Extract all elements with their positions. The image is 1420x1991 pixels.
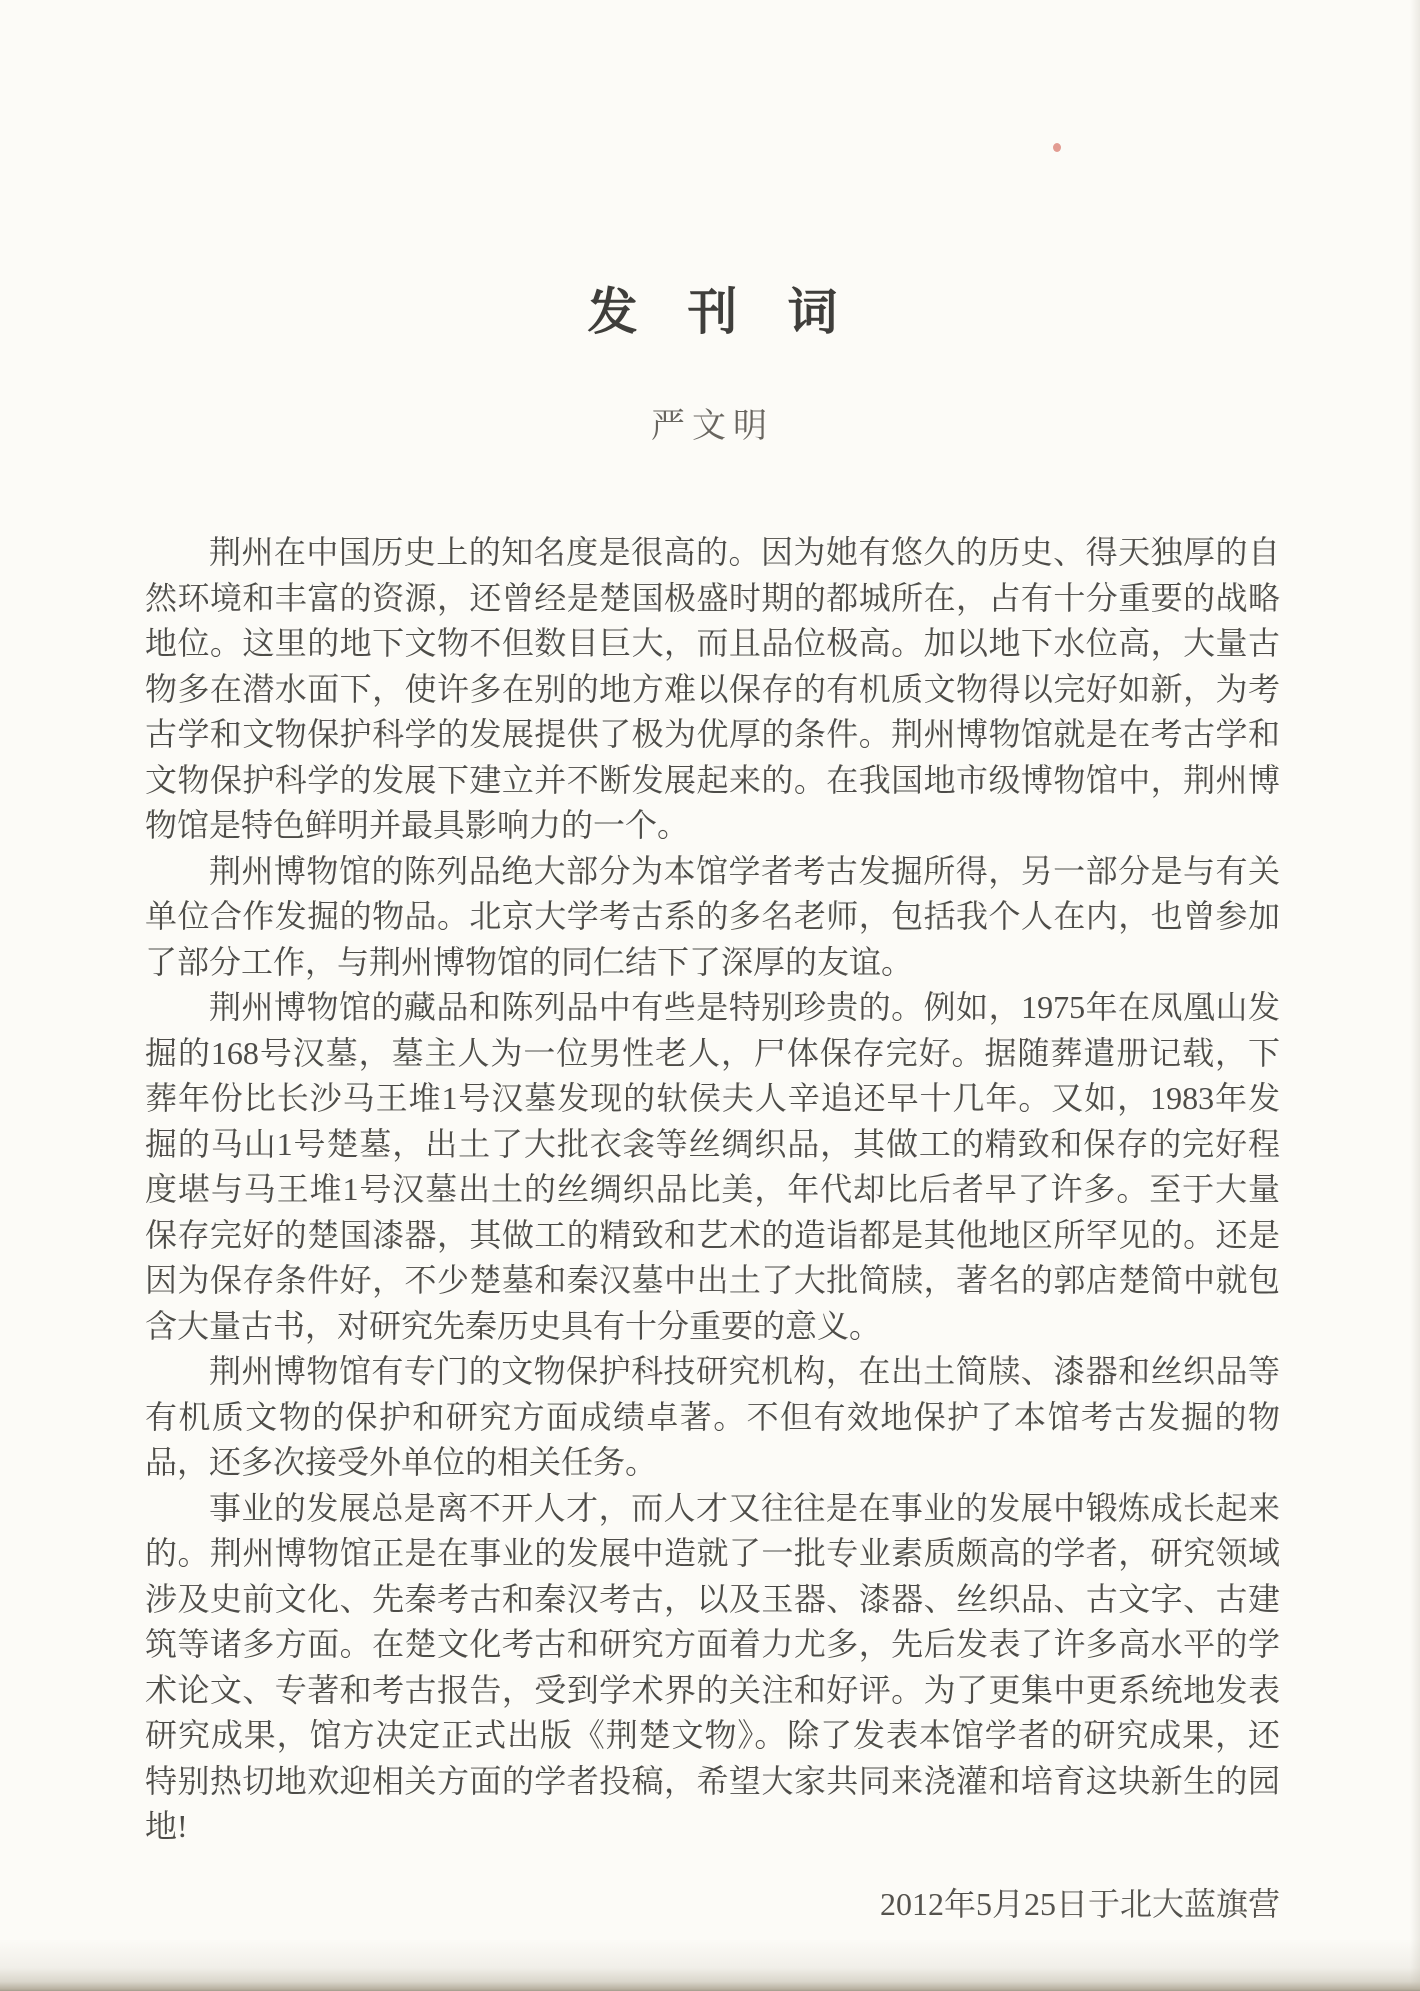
body-text — [145, 530, 1280, 1850]
author-name: 严文明 — [651, 408, 774, 445]
page-right-edge — [1410, 0, 1420, 1991]
page-title: 发 刊 词 — [587, 284, 838, 340]
dateline: 2012年5月25日于北大蓝旗营 — [879, 1885, 1280, 1922]
scan-speck — [1053, 143, 1061, 152]
paragraph: 荆州在中国历史上的知名度是很高的。因为她有悠久的历史、得天独厚的自然环境和丰富的资源，还曾经是楚国极盛时期的都城所在，占有十分重要的战略地位。这里的地下文物不但数目巨大，而且品位极高。加以地下水位高，大量古物多在潜水面下，使许多在别的地方难以保存的有机质文物得以完好如新，为考古学和文物保护科学的发展提供了极为优厚的条件。荆州博物馆就是在考古学和文物保护科学的发展下建立并不断发展起来的。在我国地市级博物馆中，荆州博物馆是特色鲜明并最具影响力的一个。 — [145, 534, 1280, 843]
paragraph: 荆州博物馆有专门的文物保护科技研究机构，在出土简牍、漆器和丝织品等有机质文物的保护和研究方面成绩卓著。不但有效地保护了本馆考古发掘的物品，还多次接受外单位的相关任务。 — [145, 1353, 1280, 1480]
page-content — [145, 0, 1280, 1927]
paragraph: 荆州博物馆的陈列品绝大部分为本馆学者考古发掘所得，另一部分是与有关单位合作发掘的物品。北京大学考古系的多名老师，包括我个人在内，也曾参加了部分工作，与荆州博物馆的同仁结下了深厚的友谊。 — [145, 852, 1280, 980]
page-bottom-edge — [0, 1939, 1420, 1991]
paragraph: 荆州博物馆的藏品和陈列品中有些是特别珍贵的。例如，1975年在凤凰山发掘的168号汉墓，墓主人为一位男性老人，尸体保存完好。据随葬遣册记载，下葬年份比长沙马王堆1号汉墓发现的轪侯夫人辛追还早十几年。又如，1983年发掘的马山1号楚墓，出土了大批衣衾等丝绸织品，其做工的精致和保存的完好程度堪与马王堆1号汉墓出土的丝绸织品比美，年代却比后者早了许多。至于大量保存完好的楚国漆器，其做工的精致和艺术的造诣都是其他地区所罕见的。还是因为保存条件好，不少楚墓和秦汉墓中出土了大批简牍，著名的郭店楚简中就包含大量古书，对研究先秦历史具有十分重要的意义。 — [145, 989, 1280, 1344]
paragraph: 事业的发展总是离不开人才，而人才又往往是在事业的发展中锻炼成长起来的。荆州博物馆正是在事业的发展中造就了一批专业素质颇高的学者，研究领域涉及史前文化、先秦考古和秦汉考古，以及玉器、漆器、丝织品、古文字、古建筑等诸多方面。在楚文化考古和研究方面着力尤多，先后发表了许多高水平的学术论文、专著和考古报告，受到学术界的关注和好评。为了更集中更系统地发表研究成果，馆方决定正式出版《荆楚文物》。除了发表本馆学者的研究成果，还特别热切地欢迎相关方面的学者投稿，希望大家共同来浇灌和培育这块新生的园地! — [145, 1489, 1280, 1844]
